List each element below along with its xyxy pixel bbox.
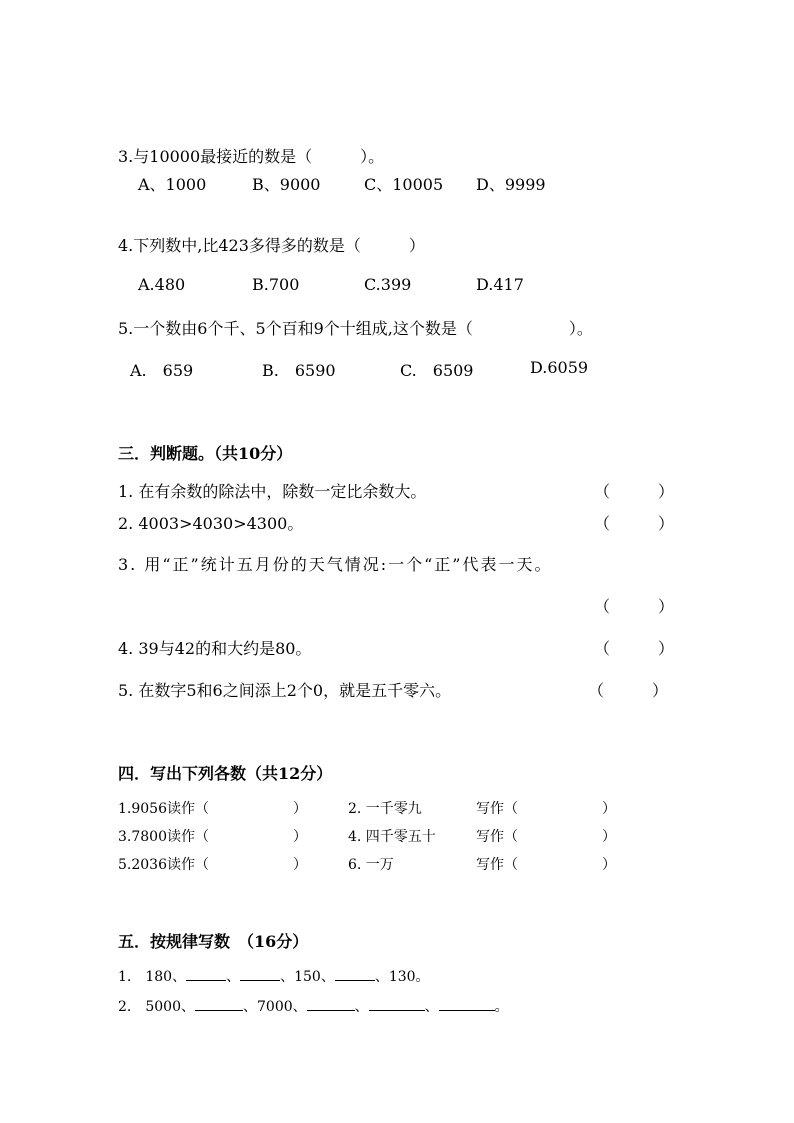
pattern-1-blank-1[interactable]	[186, 966, 226, 981]
pattern-2-sep-2: 、	[424, 999, 439, 1015]
q5-option-d: D.6059	[530, 358, 589, 377]
question-5: 5.一个数由6个千、5个百和9个十组成,这个数是（ ）。	[118, 319, 593, 338]
judge-paren-3[interactable]: （ ）	[594, 597, 675, 616]
pattern-2-blank-3[interactable]	[369, 996, 425, 1011]
write-item-6-label: 写作（ ）	[476, 857, 616, 873]
write-item-2-label: 写作（ ）	[476, 801, 616, 817]
pattern-1-sep-1: 、	[226, 969, 241, 985]
pattern-1-mid: 、150、	[280, 969, 335, 985]
q3-option-c: C、10005	[364, 175, 444, 194]
read-item-1: 1.9056读作（ ）	[118, 801, 307, 817]
judge-item-5: 5. 在数字5和6之间添上2个0，就是五千零六。	[118, 681, 452, 700]
pattern-1-blank-3[interactable]	[335, 966, 375, 981]
pattern-2-mid: 、7000、	[243, 999, 307, 1015]
judge-paren-1[interactable]: （ ）	[594, 482, 675, 501]
pattern-line-1	[118, 966, 430, 986]
pattern-2-blank-4[interactable]	[439, 996, 495, 1011]
judge-item-2: 2. 4003>4030>4300。	[118, 514, 304, 533]
write-item-2-num: 2. 一千零九	[348, 801, 422, 817]
write-item-4-num: 4. 四千零五十	[348, 829, 436, 845]
pattern-line-2	[118, 996, 509, 1016]
q3-option-d: D、9999	[476, 175, 546, 194]
pattern-1-end: 、130。	[374, 969, 430, 985]
pattern-2-blank-2[interactable]	[307, 996, 355, 1011]
judge-item-1: 1. 在有余数的除法中，除数一定比余数大。	[118, 482, 427, 501]
write-item-6-num: 6. 一万	[348, 857, 394, 873]
read-item-3: 3.7800读作（ ）	[118, 829, 307, 845]
pattern-2-end: 。	[494, 999, 509, 1015]
question-3: 3.与10000最接近的数是（ ）。	[118, 147, 385, 166]
section-4-title: 四．写出下列各数（共12分）	[118, 764, 333, 783]
pattern-2-blank-1[interactable]	[195, 996, 243, 1011]
judge-paren-2[interactable]: （ ）	[594, 514, 675, 533]
q4-option-d: D.417	[476, 275, 524, 294]
judge-paren-5[interactable]: （ ）	[588, 681, 669, 700]
q4-option-a: A.480	[138, 275, 186, 294]
q4-option-b: B.700	[252, 275, 300, 294]
pattern-2-sep: 、	[354, 999, 369, 1015]
pattern-1-blank-2[interactable]	[240, 966, 280, 981]
judge-paren-4[interactable]: （ ）	[594, 639, 675, 658]
write-item-4-label: 写作（ ）	[476, 829, 616, 845]
pattern-1-prefix: 1. 180、	[118, 969, 187, 985]
judge-item-4: 4. 39与42的和大约是80。	[118, 639, 312, 658]
q3-option-a: A、1000	[138, 175, 207, 194]
q5-option-b: B. 6590	[262, 361, 336, 380]
q5-option-c: C. 6509	[400, 361, 474, 380]
section-3-title: 三．判断题。（共10分）	[118, 444, 293, 463]
section-5-title: 五．按规律写数 （16分）	[118, 932, 309, 951]
read-item-5: 5.2036读作（ ）	[118, 857, 307, 873]
pattern-2-prefix: 2. 5000、	[118, 999, 195, 1015]
judge-item-3: 3. 用“正”统计五月份的天气情况:一个“正”代表一天。	[118, 555, 553, 574]
q3-option-b: B、9000	[252, 175, 321, 194]
q4-option-c: C.399	[364, 275, 412, 294]
q5-option-a: A. 659	[130, 361, 194, 380]
question-4: 4.下列数中,比423多得多的数是（ ）	[118, 236, 425, 255]
